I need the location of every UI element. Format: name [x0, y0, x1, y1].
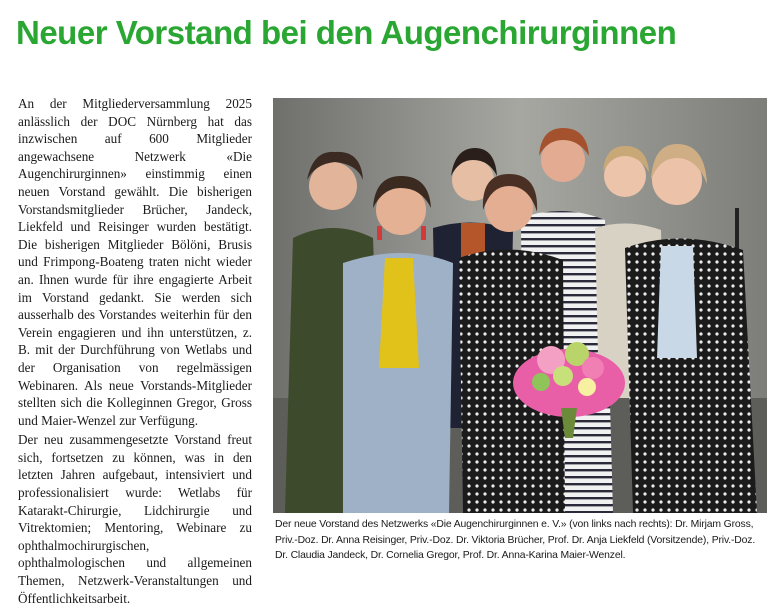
group-photo [273, 98, 767, 513]
group-photo-illustration [273, 98, 767, 513]
article-paragraph: Der neu zusammengesetzte Vorstand freut sich, fortsetzen zu können, was in den letzten Jahren aufgebaut, intensiviert und professionalisiert wurde: Wetlabs für Katarakt-Chirurgie, Lidchirurgie und Vitrektomien; Mentoring, Webinare zu ophthalmochirurgischen, ophthalmologischen und allgemeinen Themen, Netzwerk-Veranstaltungen und Öffentlichkeitsarbeit. [18, 432, 252, 606]
article-body [18, 95, 252, 606]
photo-caption: Der neue Vorstand des Netzwerks «Die Augenchirurginnen e. V.» (von links nach rechts): Dr. Mirjam Gross, Priv.-Doz. Dr. Anna Reisinger, Priv.-Doz. Dr. Viktoria Brücher, Prof. Dr. Anja Liekfeld (Vorsitzende), Priv.-Doz. Dr. Claudia Jandeck, Dr. Cornelia Gregor, Prof. Dr. Anna-Karina Maier-Wenzel. [275, 519, 756, 561]
article-headline: Neuer Vorstand bei den Augenchirurginnen [16, 14, 677, 51]
article-paragraph: An der Mitgliederversammlung 2025 anlässlich der DOC Nürnberg hat das inzwischen auf 600 Mitglieder angewachsene Netzwerk «Die Augenchirurginnen» einstimmig einen neuen Vorstand gewählt. Die bisherigen Vorstandsmitglieder Brücher, Jandeck, Liekfeld und Reisinger wurden bestätigt. Die bisherigen Mitglieder Bölöni, Brusis und Frimpong-Boateng traten nicht wieder an. Ihnen wurde für ihre engagierte Arbeit im Vorstand gedankt. Sie werden sich ausserhalb des Vorstandes weiterhin für den Verein engagieren und ihn unterstützen, z. B. mit der Durchführung von Wetlabs und der Organisation von regelmässigen Webinaren. Als neue Vorstands-Mitglieder stellten sich die Kolleginnen Gregor, Gross und Maier-Wenzel zur Verfügung. [18, 96, 252, 428]
